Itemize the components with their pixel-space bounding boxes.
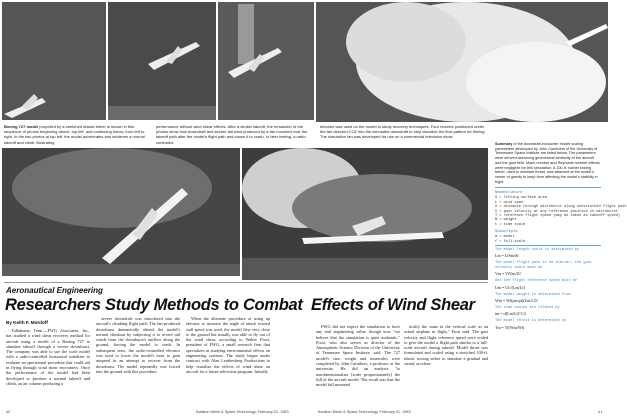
rule-text: And the flight reference speed must be: [495, 279, 577, 284]
rule-equation: Wm = Wf(ρm/ρf)(Lm/Lf)³: [495, 298, 538, 304]
smoke-plume-icon: [316, 2, 608, 122]
section-label: Aeronautical Engineering: [6, 286, 103, 295]
divider: [495, 245, 601, 246]
photo-5: [2, 148, 240, 276]
rule-equation: Vm = VfUm/Uf: [495, 271, 521, 277]
publication-footer-left: Aviation Week & Space Technology, February 21, 1983: [196, 410, 289, 414]
photo-caption-continued: performance without wind shear effects. After a similar takeoff, the remainder of the photos show how downdraft and severe tail wind produced by a fan mounted over the takeoff path alter the model's flight path and cause it to crash. In later testing, a radio-controlled: [156, 124, 308, 145]
photo-4: [316, 2, 608, 122]
subscripts-title: Subscripts: [495, 230, 518, 235]
byline: By Keith F. Mordoff: [6, 320, 48, 325]
article-column-1: Tullahoma, Tenn.—FWG Associates, Inc., has studied a wind shear recovery method for aircraft using a model of a Boeing 727 to simulate takeoff through a severe downburst. The company was able to use the scale model with a radio-controlled horizontal stabilizer to evaluate an operational procedure that could aid in flying through wind shear encounters. Once the performance of the model had been developed to produce a normal takeoff and climb, an air column producing a: [6, 328, 90, 386]
article-column-3: When the alternate procedure of using up elevator to increase the angle of attack toward stall speed was used, the model flew very close to the ground but usually was able to fly out of the wind shear, according to Walter Frost, president of FWG, a small research firm that specializes in studying environmental effects on engineering systems. The study began under contract with Alan Leuthesberg Productions to help visualize the effects of wind shear on aircraft for a future television program. Initially: [186, 316, 270, 374]
photo-6: [242, 148, 488, 280]
airplane-icon: [108, 2, 216, 120]
rule-list: [492, 247, 604, 332]
photo-1: [2, 2, 106, 120]
page-number-right: 41: [598, 410, 603, 414]
section-rule: [4, 282, 488, 283]
rule-equation: tm = tf(Lm/Lf)^1/2: [495, 311, 527, 317]
nomenclature-list: S = lifting surface area L = wind span X = distance through microburst along undisturbed flight path V = gust velocity at any reference position in microburst T = reference flight speed (may be taken as takeoff speed) W = weight t = time scale: [495, 196, 627, 227]
photo-caption-end: elevator was used on the model to study recovery techniques. Four nozzles positioned under the fan directed CO2 into the simulated downdraft to help visualize the flow pattern for filming. The simulation fan was developed for use on a commercial television show.: [320, 124, 486, 140]
photo-caption: Boeing 727 model propelled by a stretched elastic tether is shown in this sequence of photos beginning above, top left, and continuing below, from left to right. In the two photos at top left, the model accelerates and achieves a normal takeoff and climb, illustrating: [4, 124, 145, 145]
photo-3: [218, 2, 314, 120]
publication-footer-right: Aviation Week & Space Technology, February 21, 1983: [318, 410, 411, 414]
airplane-icon: [2, 2, 106, 120]
rule-text: The model weight is determined from: [495, 292, 571, 297]
rule-equation: Um = Uf√(Lm/Lf): [495, 284, 525, 290]
photo-2: [108, 2, 216, 120]
rule-text: The time scales are related by: [495, 306, 560, 311]
page-number-left: 40: [6, 410, 11, 414]
rule-text: The model thrust is determined by: [495, 319, 567, 324]
headline-right: Effects of Wind Shear: [311, 296, 475, 314]
divider: [495, 187, 601, 188]
headline-left: Researchers Study Methods to Combat: [5, 296, 303, 314]
rule-equation: Lm = LfSm/Sf: [495, 253, 519, 259]
sidebar-summary: Summary of the downdraft-encounter model scaling parameters developed by John Caruthers of the University of Tennessee Space Institute are listed below. The parameters were derived assuming geometrical similarity of the aircraft and the gust field. Mach number and Reynolds number effects were negligible for this simulation. A 100-ft. rubber towing tether, used to simulate thrust, was attached at the model's center of gravity to keep from affecting the model's stability in flight.: [495, 142, 600, 184]
airplane-icon: [242, 148, 488, 280]
rule-text: The model length scale is determined by: [495, 247, 580, 252]
rule-text: The model flight path to be similar, the gust velocity scale must be: [495, 261, 593, 270]
rule-equation: Tm = Tf(Wm/Wf): [495, 324, 525, 330]
airplane-icon: [2, 148, 240, 276]
article-column-4: FWG did not expect the simulation to have any real engineering value, though now "we believe that the simulation is quite authentic," Frost, who also serves as director of the Atmospheric Science Division of the University of Tennessee Space Institute, said. The 727 model's size, weight and timescales were completed by John Caruthers, a professor at the university. He did an analysis "to nondimensionalize [scale proportionately] the full of the aircraft model. The result was that the model full mounted: [316, 324, 400, 388]
article-column-2: severe downdraft was introduced into the aircraft's climbing flight path. The fan-produced downburst dramatically altered the model's normal climbout by subjecting it to severe tail winds from the downburst's outflow along the ground, forcing the model to crash. In subsequent tests, the radio-controlled elevator was used to lower the model's nose to gain airspeed in an attempt to recover from the downburst. The model repeatedly was forced into the ground with this procedure.: [96, 316, 180, 374]
subscripts-list: m = model f = full scale: [495, 235, 526, 244]
scaling-parameters-sidebar: [492, 140, 627, 394]
airplane-icon: [218, 2, 314, 120]
article-column-5: tically the same in the vertical scale as an actual airplane in flight," Frost said. The gust velocity and flight reference speed were scaled to give the model a flight path similar to a full-scale aircraft during takeoff. Model thrust was formulated and scaled using a stretched 100-ft. elastic towing tether to simulate a gradual and steady accelera-: [404, 324, 488, 367]
nomenclature-title: Nomenclature: [495, 191, 523, 196]
